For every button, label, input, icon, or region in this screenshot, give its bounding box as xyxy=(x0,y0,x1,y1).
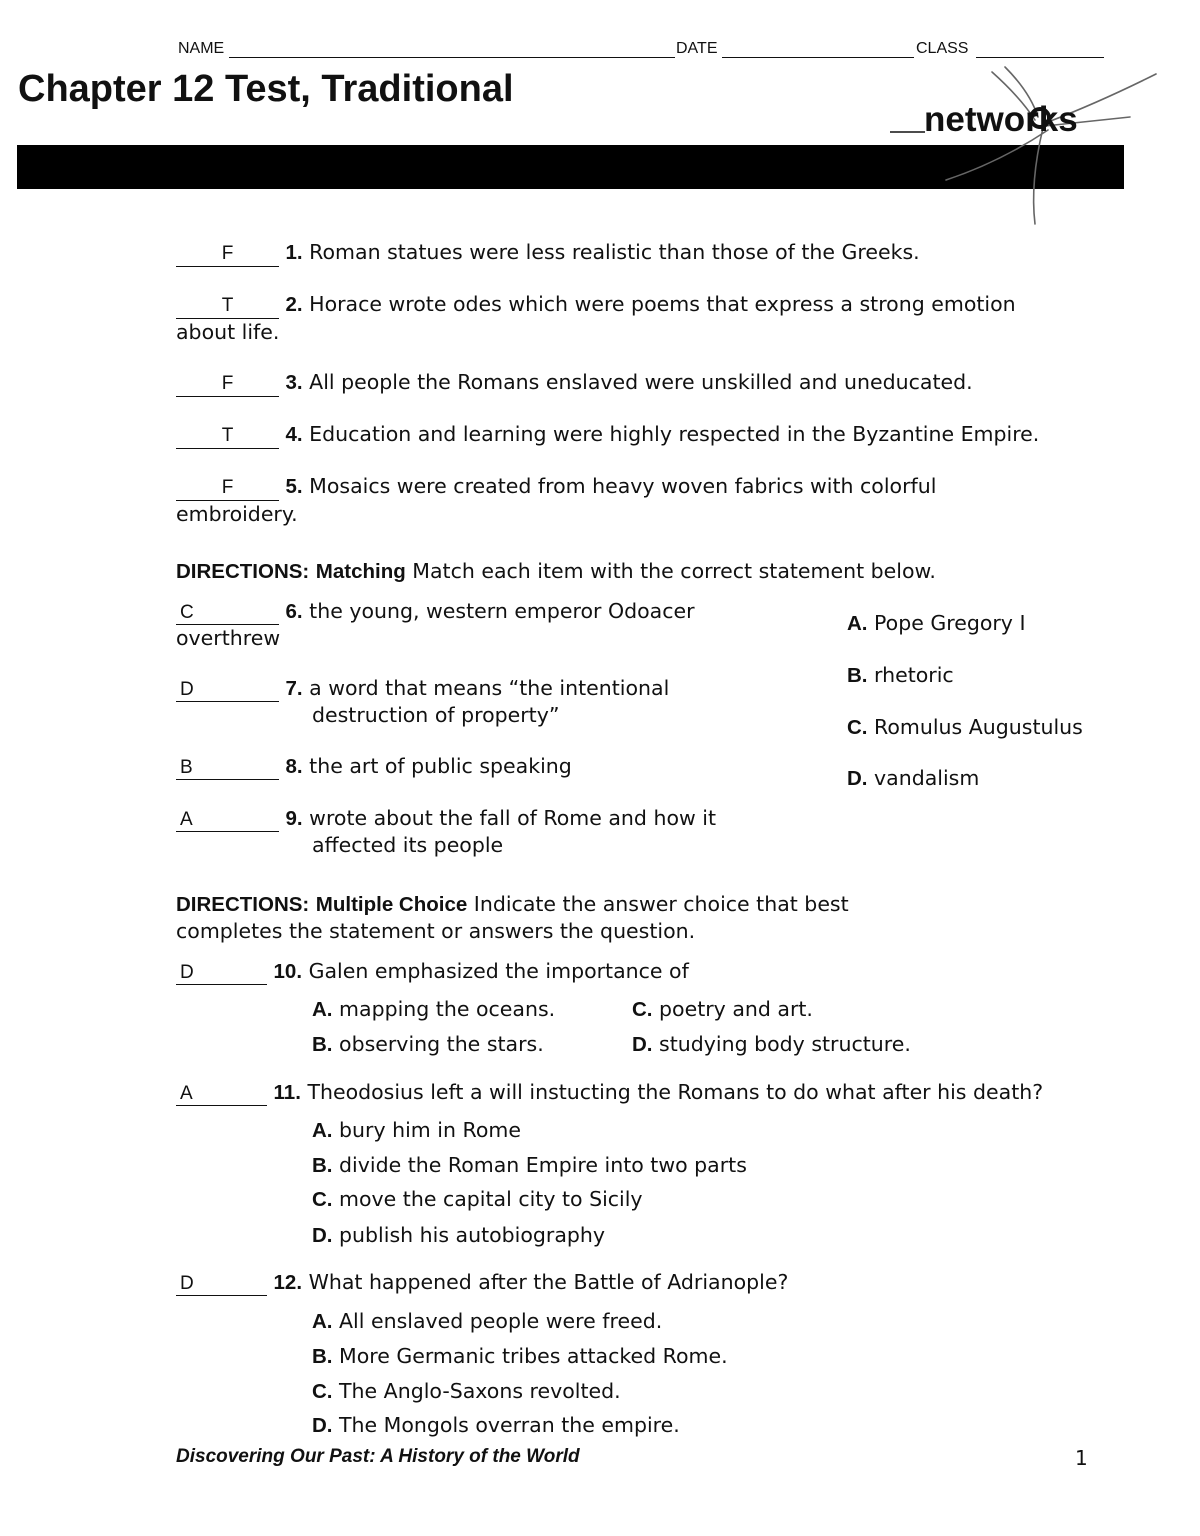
item-text: the young, western emperor Odoacer xyxy=(309,599,695,623)
tf-item-3: F 3. All people the Romans enslaved were unskilled and uneducated. xyxy=(176,369,1136,397)
class-field[interactable] xyxy=(976,40,1104,58)
mc-question-12: D 12. What happened after the Battle of Adrianople? xyxy=(176,1269,1136,1296)
page-title: Chapter 12 Test, Traditional xyxy=(18,68,514,110)
mc-option: D. studying body structure. xyxy=(632,1032,911,1056)
mc-option: B. observing the stars. xyxy=(312,1032,544,1056)
question-text-cont: embroidery. xyxy=(176,502,298,526)
tf-item-1: F 1. Roman statues were less realistic than those of the Greeks. xyxy=(176,239,1136,267)
matching-directions: DIRECTIONS: Matching Match each item with the correct statement below. xyxy=(176,559,936,583)
question-text: All people the Romans enslaved were unskilled and uneducated. xyxy=(309,370,973,394)
matching-choice-b: B. rhetoric xyxy=(847,663,954,687)
matching-choice-a: A. Pope Gregory I xyxy=(847,611,1026,635)
mc-option: D. publish his autobiography xyxy=(312,1223,606,1247)
answer-blank[interactable]: D xyxy=(176,1273,267,1296)
answer-blank[interactable]: B xyxy=(176,757,279,780)
tf-item-4: T 4. Education and learning were highly respected in the Byzantine Empire. xyxy=(176,421,1136,449)
class-label: CLASS xyxy=(916,40,969,57)
mc-option: C. poetry and art. xyxy=(632,997,813,1021)
item-text: the art of public speaking xyxy=(309,754,572,778)
answer-blank[interactable]: A xyxy=(176,1083,267,1106)
question-text: Horace wrote odes which were poems that express a strong emotion xyxy=(309,292,1016,316)
matching-item-8: B 8. the art of public speaking xyxy=(176,753,776,780)
answer-blank[interactable]: D xyxy=(176,962,267,985)
mc-option: B. More Germanic tribes attacked Rome. xyxy=(312,1344,728,1368)
answer-blank[interactable]: D xyxy=(176,679,279,702)
item-text-cont: destruction of property” xyxy=(312,703,560,727)
question-text: Roman statues were less realistic than those of the Greeks. xyxy=(309,240,920,264)
answer-blank[interactable]: T xyxy=(176,295,279,319)
item-text-cont: overthrew xyxy=(176,626,281,650)
answer-blank[interactable]: F xyxy=(176,477,279,501)
answer-blank[interactable]: A xyxy=(176,809,279,832)
networks-logo xyxy=(880,62,1170,232)
matching-choice-c: C. Romulus Augustulus xyxy=(847,715,1083,739)
question-text-cont: about life. xyxy=(176,320,280,344)
item-text: wrote about the fall of Rome and how it xyxy=(309,806,717,830)
mc-question-10: D 10. Galen emphasized the importance of xyxy=(176,958,1136,985)
matching-item-9: A 9. wrote about the fall of Rome and how it affected its people xyxy=(176,805,796,859)
answer-blank[interactable]: T xyxy=(176,425,279,449)
tf-item-5: F 5. Mosaics were created from heavy woven fabrics with colorful embroidery. xyxy=(176,474,937,526)
mc-option: D. The Mongols overran the empire. xyxy=(312,1413,680,1437)
question-text: Theodosius left a will instucting the Romans to do what after his death? xyxy=(307,1080,1044,1104)
logo-text: networks xyxy=(924,100,1078,139)
name-label: NAME xyxy=(178,40,225,57)
mc-option: B. divide the Roman Empire into two parts xyxy=(312,1153,747,1177)
answer-blank[interactable]: C xyxy=(176,602,279,625)
answer-blank[interactable]: F xyxy=(176,243,279,267)
mc-option: C. The Anglo-Saxons revolted. xyxy=(312,1379,621,1403)
mc-option: A. mapping the oceans. xyxy=(312,997,556,1021)
answer-blank[interactable]: F xyxy=(176,373,279,397)
page-number: 1 xyxy=(1075,1446,1088,1470)
name-field[interactable] xyxy=(229,40,675,58)
question-text: What happened after the Battle of Adrianople? xyxy=(308,1270,789,1294)
logo-starburst-icon xyxy=(880,62,1170,232)
header-fields xyxy=(0,38,1200,62)
tf-item-2: T 2. Horace wrote odes which were poems that express a strong emotion about life. xyxy=(176,292,1016,344)
mc-option: C. move the capital city to Sicily xyxy=(312,1187,643,1211)
mc-question-11: A 11. Theodosius left a will instucting the Romans to do what after his death? xyxy=(176,1079,1166,1106)
mc-directions: DIRECTIONS: Multiple Choice Indicate the answer choice that best completes the statement or answers the question. xyxy=(176,892,849,943)
item-text: a word that means “the intentional xyxy=(309,676,670,700)
question-text: Mosaics were created from heavy woven fabrics with colorful xyxy=(309,474,937,498)
question-text: Galen emphasized the importance of xyxy=(308,959,689,983)
matching-item-6: C 6. the young, western emperor Odoacer overthrew xyxy=(176,599,695,650)
date-field[interactable] xyxy=(722,40,914,58)
matching-item-7: D 7. a word that means “the intentional destruction of property” xyxy=(176,675,776,729)
item-text-cont: affected its people xyxy=(312,833,504,857)
footer-book-title: Discovering Our Past: A History of the World xyxy=(176,1446,580,1467)
date-label: DATE xyxy=(676,40,718,57)
mc-option: A. bury him in Rome xyxy=(312,1118,521,1142)
matching-choice-d: D. vandalism xyxy=(847,766,980,790)
mc-option: A. All enslaved people were freed. xyxy=(312,1309,663,1333)
question-text: Education and learning were highly respected in the Byzantine Empire. xyxy=(309,422,1040,446)
